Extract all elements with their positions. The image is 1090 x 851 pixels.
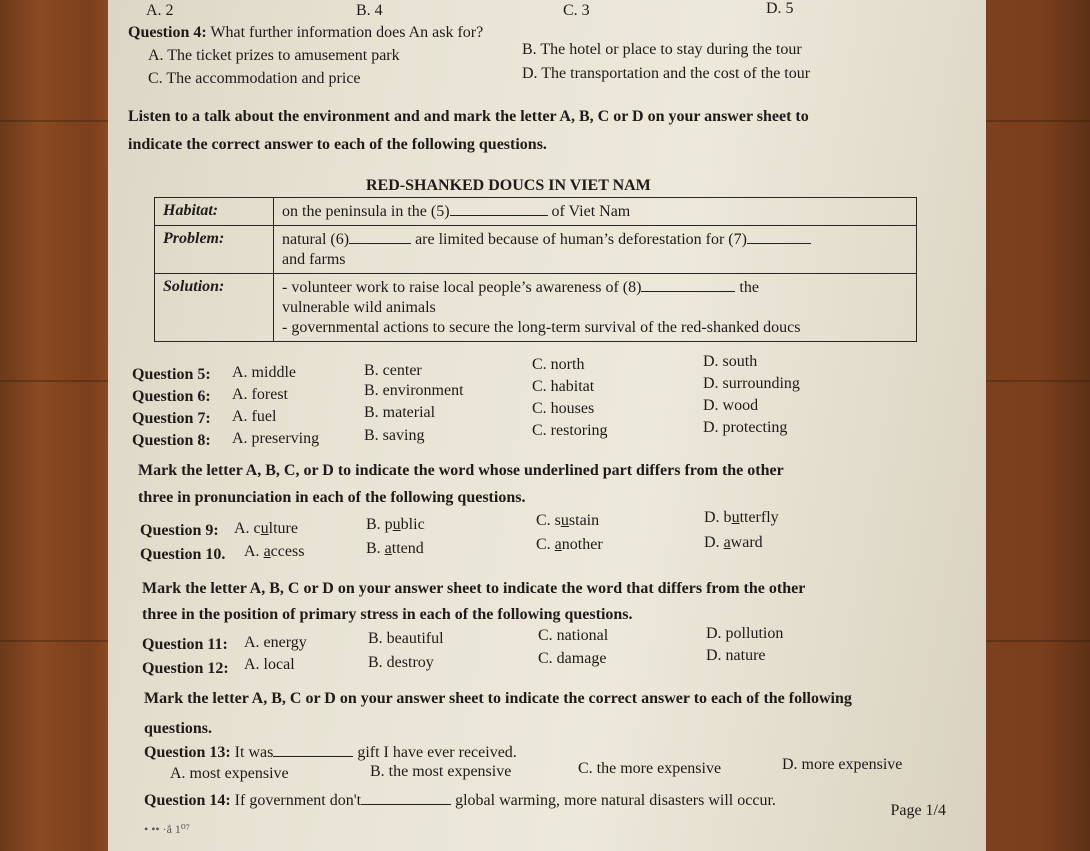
pron-instruction-line1: Mark the letter A, B, C, or D to indicate the word whose underlined part differs from the other	[138, 462, 784, 479]
q5-option-c: C. north	[532, 356, 585, 373]
q10-option-d: D. award	[704, 534, 763, 551]
q14-stem	[144, 790, 776, 810]
q11-label: Question 11:	[142, 636, 228, 653]
q11-option-b: B. beautiful	[368, 630, 444, 647]
blank-6[interactable]	[349, 229, 411, 244]
solution-text-2: vulnerable wild animals	[282, 299, 436, 316]
q7-option-b: B. material	[364, 404, 436, 421]
q14-pre: If government don't	[234, 792, 362, 809]
q12-option-c: C. damage	[538, 650, 607, 667]
q10-label: Question 10.	[140, 546, 226, 563]
q10-option-c: C. another	[536, 536, 603, 553]
q5-label: Question 5:	[132, 366, 211, 383]
habitat-label: Habitat:	[155, 198, 274, 226]
q9-option-a: A. culture	[234, 520, 298, 537]
q12-option-b: B. destroy	[368, 654, 434, 671]
q7-option-c: C. houses	[532, 400, 595, 417]
q4-option-d: D. The transportation and the cost of the tour	[522, 65, 811, 82]
q4-label: Question 4:	[128, 24, 207, 41]
q7-label: Question 7:	[132, 410, 211, 427]
q6-option-b: B. environment	[364, 382, 464, 399]
stress-instruction-line1: Mark the letter A, B, C or D on your answer sheet to indicate the word that differs from the other	[142, 580, 806, 597]
correct-instruction-line2: questions.	[144, 720, 213, 737]
q14-blank[interactable]	[361, 790, 451, 805]
stress-instruction-line2: three in the position of primary stress in each of the following questions.	[142, 606, 633, 623]
q10-option-a: A. access	[244, 543, 305, 560]
doucs-info-table	[154, 197, 917, 342]
q7-option-d: D. wood	[703, 397, 759, 414]
listen-instruction-line2: indicate the correct answer to each of the following questions.	[128, 136, 547, 153]
q9-option-b: B. public	[366, 516, 425, 533]
q14-label: Question 14:	[144, 792, 231, 809]
q5-option-b: B. center	[364, 362, 422, 379]
q6-option-a: A. forest	[232, 386, 288, 403]
q8-option-a: A. preserving	[232, 430, 320, 447]
solution-cell	[274, 274, 917, 342]
q4-option-c: C. The accommodation and price	[148, 70, 361, 87]
habitat-text-end: of Viet Nam	[551, 203, 631, 220]
q13-option-c: C. the more expensive	[578, 760, 722, 777]
q9-label: Question 9:	[140, 522, 219, 539]
q5-option-d: D. south	[703, 353, 758, 370]
q4-question	[128, 24, 483, 42]
q6-option-c: C. habitat	[532, 378, 595, 395]
q4-option-a: A. The ticket prizes to amusement park	[148, 47, 400, 64]
q3-option-d: D. 5	[766, 0, 794, 17]
q13-option-b: B. the most expensive	[370, 763, 512, 780]
q8-option-b: B. saving	[364, 427, 425, 444]
q13-blank[interactable]	[273, 742, 353, 757]
habitat-text: on the peninsula in the (5)	[282, 203, 450, 220]
q6-label: Question 6:	[132, 388, 211, 405]
problem-text: natural (6)	[282, 231, 350, 248]
q9-option-c: C. sustain	[536, 512, 600, 529]
page-number: Page 1/4	[890, 802, 946, 819]
habitat-cell	[274, 198, 917, 226]
solution-text-1: - volunteer work to raise local people’s awareness of (8)	[282, 279, 642, 296]
q10-option-b: B. attend	[366, 540, 424, 557]
q4-option-b: B. The hotel or place to stay during the tour	[522, 41, 802, 58]
q11-option-a: A. energy	[244, 634, 307, 651]
q7-option-a: A. fuel	[232, 408, 277, 425]
q8-label: Question 8:	[132, 432, 211, 449]
q11-option-d: D. pollution	[706, 625, 784, 642]
correct-instruction-line1: Mark the letter A, B, C or D on your answer sheet to indicate the correct answer to each of the following	[144, 690, 852, 707]
q3-option-b: B. 4	[356, 2, 383, 19]
solution-text-3: - governmental actions to secure the long-term survival of the red-shanked doucs	[282, 319, 801, 336]
blank-5[interactable]	[450, 201, 548, 216]
q5-option-a: A. middle	[232, 364, 296, 381]
problem-cell	[274, 226, 917, 274]
q8-option-d: D. protecting	[703, 419, 788, 436]
solution-label: Solution:	[155, 274, 274, 342]
q12-option-a: A. local	[244, 656, 295, 673]
q4-text: What further information does An ask for?	[210, 24, 484, 41]
q12-label: Question 12:	[142, 660, 229, 677]
q9-option-d: D. butterfly	[704, 509, 779, 526]
blank-8[interactable]	[641, 277, 735, 292]
problem-text-line2: and farms	[282, 251, 346, 268]
table-row-habitat	[155, 198, 917, 226]
table-row-problem	[155, 226, 917, 274]
problem-text-mid: are limited because of human’s deforestation for (7)	[415, 231, 747, 248]
q13-stem	[144, 742, 517, 762]
q11-option-c: C. national	[538, 627, 609, 644]
corner-mark: • •• ·ẳ 1⁰⁷	[144, 822, 190, 836]
q3-option-a: A. 2	[146, 2, 174, 19]
q13-option-a: A. most expensive	[170, 765, 289, 782]
problem-label: Problem:	[155, 226, 274, 274]
q13-post: gift I have ever received.	[357, 744, 517, 761]
q14-post: global warming, more natural disasters will occur.	[455, 792, 776, 809]
table-row-solution	[155, 274, 917, 342]
pron-instruction-line2: three in pronunciation in each of the following questions.	[138, 489, 526, 506]
q13-pre: It was	[234, 744, 274, 761]
listen-instruction-line1: Listen to a talk about the environment and and mark the letter A, B, C or D on your answer sheet to	[128, 108, 809, 125]
q13-option-d: D. more expensive	[782, 756, 903, 773]
q12-option-d: D. nature	[706, 647, 766, 664]
exam-paper	[108, 0, 986, 851]
blank-7[interactable]	[747, 229, 811, 244]
q13-label: Question 13:	[144, 744, 231, 761]
solution-text-1-end: the	[739, 279, 759, 296]
q8-option-c: C. restoring	[532, 422, 608, 439]
table-title: RED-SHANKED DOUCS IN VIET NAM	[366, 177, 651, 194]
q3-option-c: C. 3	[563, 2, 590, 19]
q6-option-d: D. surrounding	[703, 375, 800, 392]
